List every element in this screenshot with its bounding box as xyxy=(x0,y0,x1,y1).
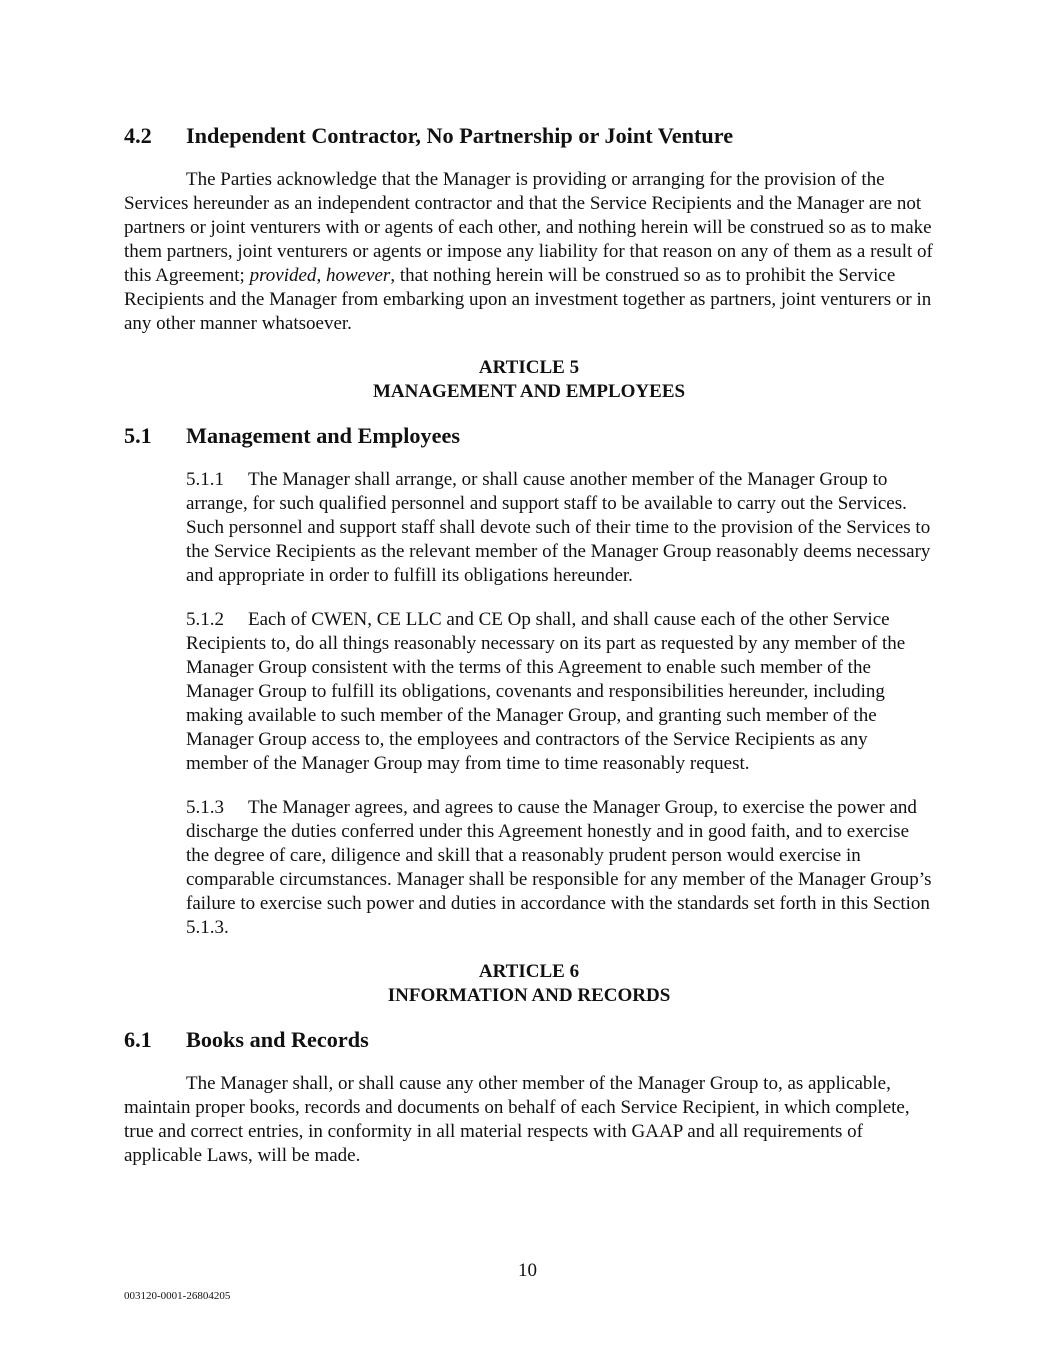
section-title: Independent Contractor, No Partnership or Joint Venture xyxy=(186,123,734,148)
subsection-number: 5.1.3 xyxy=(186,797,224,818)
paragraph-text: The Parties acknowledge that the Manager is providing or arranging for the provision of the Services hereunder as an independent contractor and that the Service Recipients and the Manager are not partners or joint venturers with or agents of each other, and nothing herein will be construed so as to make them partners, joint venturers or agents or impose any liability for that reason on any of them as a result of this Agreement; xyxy=(124,169,933,286)
section-heading-4-2 xyxy=(124,124,934,148)
article-6-heading xyxy=(124,960,934,1008)
section-heading-5-1 xyxy=(124,424,934,448)
subsection-text: Each of CWEN, CE LLC and CE Op shall, and shall cause each of the other Service Recipients to, do all things reasonably necessary on its part as requested by any member of the Manager Group consistent with the terms of this Agreement to enable such member of the Manager Group to fulfill its obligations, covenants and responsibilities hereunder, including making available to such member of the Manager Group, and granting such member of the Manager Group access to, the employees and contractors of the Service Recipients as any member of the Manager Group may from time to time reasonably request. xyxy=(186,609,906,774)
document-page xyxy=(124,124,934,1168)
section-number: 5.1 xyxy=(124,423,152,448)
section-6-1-paragraph: The Manager shall, or shall cause any other member of the Manager Group to, as applicable, maintain proper books, records and documents on behalf of each Service Recipient, in which complete, true and correct entries, in conformity in all material respects with GAAP and all requirements of applicable Laws, will be made. xyxy=(124,1073,910,1166)
section-number: 4.2 xyxy=(124,123,152,148)
article-title: INFORMATION AND RECORDS xyxy=(387,985,671,1006)
section-number: 6.1 xyxy=(124,1027,152,1052)
section-heading-6-1 xyxy=(124,1028,934,1052)
subsection-text: The Manager shall arrange, or shall cause another member of the Manager Group to arrange, for such qualified personnel and support staff to be available to carry out the Services. Such personnel and support staff shall devote such of their time to the provision of the Services to the Service Recipients as the relevant member of the Manager Group reasonably deems necessary and appropriate in order to fulfill its obligations hereunder. xyxy=(186,469,931,586)
subsection-text: The Manager agrees, and agrees to cause the Manager Group, to exercise the power and discharge the duties conferred under this Agreement honestly and in good faith, and to exercise the degree of care, diligence and skill that a reasonably prudent person would exercise in comparable circumstances. Manager shall be responsible for any member of the Manager Group’s failure to exercise such power and duties in accordance with the standards set forth in this Section 5.1.3. xyxy=(186,797,932,938)
comma-text: , xyxy=(316,265,326,286)
section-4-2-paragraph xyxy=(124,168,934,336)
italic-however: however xyxy=(325,265,391,286)
document-id: 003120-0001-26804205 xyxy=(124,1290,231,1302)
subsection-5-1-2 xyxy=(186,608,934,776)
article-5-heading xyxy=(124,356,934,404)
section-title: Management and Employees xyxy=(186,423,461,448)
subsection-5-1-1 xyxy=(186,468,934,588)
italic-provided: provided xyxy=(249,265,317,286)
subsection-number: 5.1.1 xyxy=(186,469,224,490)
article-number: ARTICLE 5 xyxy=(478,357,580,378)
subsection-number: 5.1.2 xyxy=(186,609,224,630)
page-number: 10 xyxy=(518,1260,537,1281)
article-title: MANAGEMENT AND EMPLOYEES xyxy=(372,381,686,402)
section-title: Books and Records xyxy=(186,1027,369,1052)
article-number: ARTICLE 6 xyxy=(478,961,580,982)
subsection-5-1-3 xyxy=(186,796,934,940)
paragraph-text-continued: , that nothing herein will be construed so as to prohibit the Service Recipients and the Manager from embarking upon an investment together as partners, joint venturers or in any other manner whatsoever. xyxy=(124,265,932,334)
